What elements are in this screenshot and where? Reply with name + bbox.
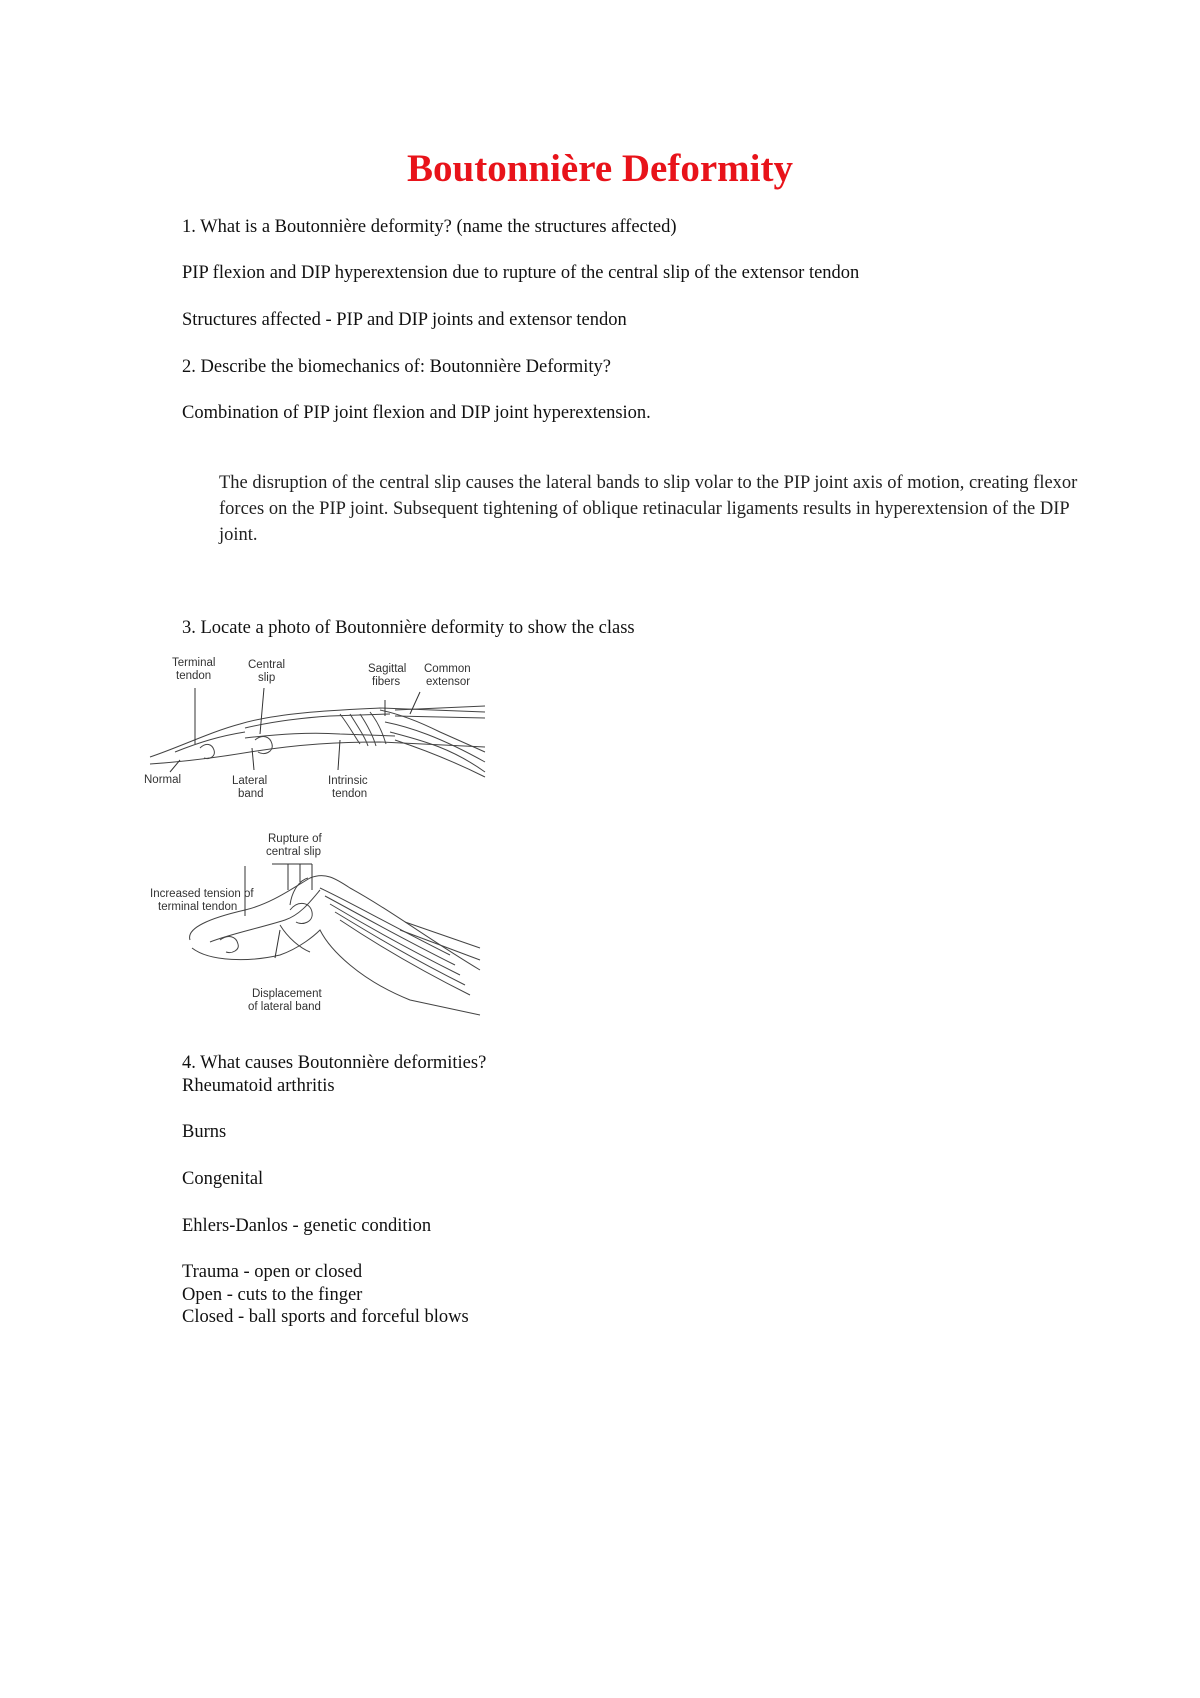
- label-lateral-2: band: [238, 788, 264, 800]
- question-2: 2. Describe the biomechanics of: Boutonnière Deformity?: [182, 357, 611, 377]
- normal-finger-figure: [140, 652, 500, 812]
- label-rupture-2: central slip: [266, 846, 321, 858]
- cause-rheumatoid: Rheumatoid arthritis: [182, 1076, 335, 1096]
- answer-2: Combination of PIP joint flexion and DIP joint hyperextension.: [182, 403, 651, 423]
- cause-trauma-closed: Closed - ball sports and forceful blows: [182, 1307, 469, 1327]
- label-common-2: extensor: [426, 676, 471, 688]
- label-lateral-1: Lateral: [232, 775, 268, 787]
- biomechanics-detail: The disruption of the central slip causes the lateral bands to slip volar to the PIP joint axis of motion, creating flexor forces on the PIP joint. Subsequent tightening of oblique retinacular ligaments results in hyperextension of the DIP joint.: [219, 473, 1078, 545]
- label-tension-2: terminal tendon: [158, 901, 238, 913]
- label-terminal-tendon-2: tendon: [176, 670, 212, 682]
- label-terminal-tendon-1: Terminal: [172, 657, 216, 669]
- label-rupture-1: Rupture of: [268, 833, 322, 845]
- label-normal: Normal: [144, 774, 182, 786]
- structures-affected: Structures affected - PIP and DIP joints and extensor tendon: [182, 310, 627, 330]
- label-displacement-2: of lateral band: [248, 1001, 321, 1013]
- label-intrinsic-1: Intrinsic: [328, 775, 368, 787]
- deformity-figure: [150, 830, 490, 1020]
- label-central-slip-1: Central: [248, 659, 286, 671]
- cause-congenital: Congenital: [182, 1169, 264, 1189]
- label-intrinsic-2: tendon: [332, 788, 368, 800]
- question-1: 1. What is a Boutonnière deformity? (name the structures affected): [182, 217, 677, 237]
- label-tension-1: Increased tension of: [150, 888, 254, 900]
- label-displacement-1: Displacement: [252, 988, 322, 1000]
- label-sagittal-1: Sagittal: [368, 663, 407, 675]
- cause-burns: Burns: [182, 1122, 227, 1142]
- question-3: 3. Locate a photo of Boutonnière deformity to show the class: [182, 618, 635, 638]
- answer-1: PIP flexion and DIP hyperextension due to rupture of the central slip of the extensor tendon: [182, 263, 860, 283]
- cause-ehlers-danlos: Ehlers-Danlos - genetic condition: [182, 1216, 432, 1236]
- cause-trauma-open: Open - cuts to the finger: [182, 1285, 363, 1305]
- leader-lines: [170, 688, 420, 772]
- label-common-1: Common: [424, 663, 471, 675]
- question-4: 4. What causes Boutonnière deformities?: [182, 1053, 487, 1073]
- label-central-slip-2: slip: [258, 672, 276, 684]
- finger-drawing: [150, 706, 485, 777]
- label-sagittal-2: fibers: [372, 676, 401, 688]
- page-title: Boutonnière Deformity: [407, 147, 793, 190]
- cause-trauma: Trauma - open or closed: [182, 1262, 363, 1282]
